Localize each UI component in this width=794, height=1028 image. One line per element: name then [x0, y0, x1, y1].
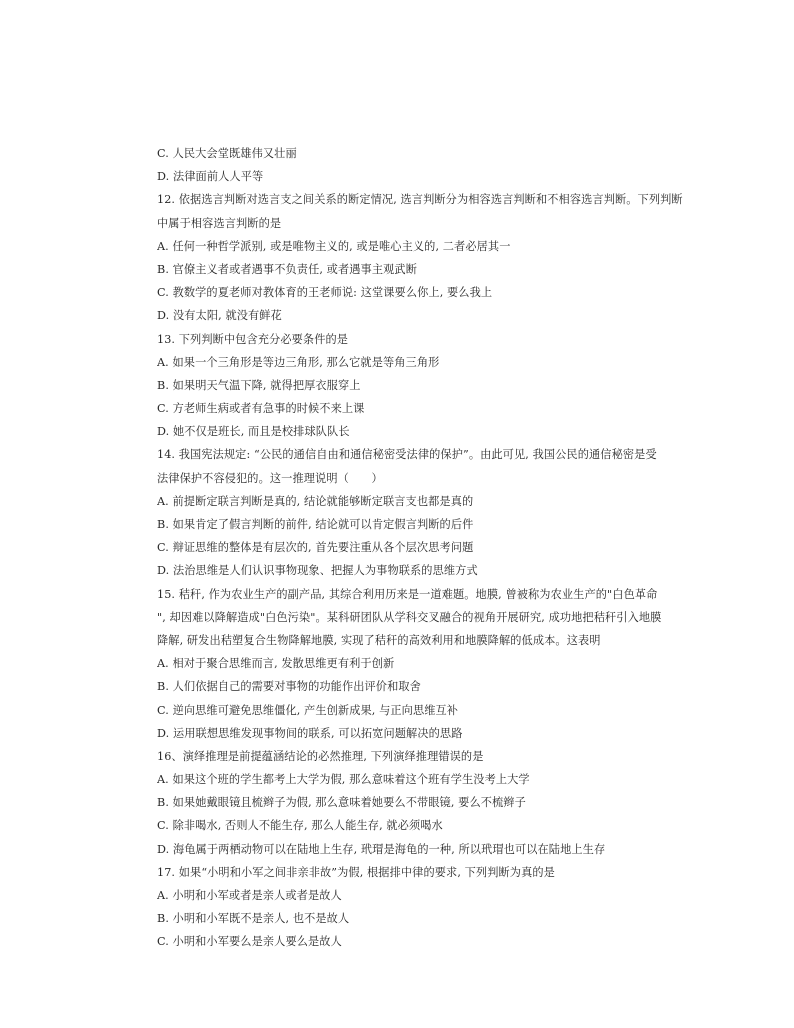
question-15-line-3: 降解, 研发出秸塑复合生物降解地膜, 实现了秸秆的高效利用和地膜降解的低成本。这表明	[157, 633, 601, 647]
option-13c: C. 方老师生病或者有急事的时候不来上课	[157, 402, 365, 416]
question-15-line-1: 15. 秸秆, 作为农业生产的副产品, 其综合利用历来是一道难题。地膜, 曾被称为农业生产的"白色革命	[157, 587, 658, 601]
option-16d: D. 海龟属于两栖动物可以在陆地上生存, 玳瑁是海龟的一种, 所以玳瑁也可以在陆地上生存	[157, 842, 606, 856]
option-12c: C. 教数学的夏老师对教体育的王老师说: 这堂课要么你上, 要么我上	[157, 286, 493, 300]
question-14-line-1: 14. 我国宪法规定: “公民的通信自由和通信秘密受法律的保护”。由此可见, 我国公民的通信秘密是受	[157, 448, 657, 462]
question-14-line-2: 法律保护不容侵犯的。这一推理说明（ ）	[157, 471, 383, 485]
option-16a: A. 如果这个班的学生都考上大学为假, 那么意味着这个班有学生没考上大学	[157, 773, 530, 787]
option-13b: B. 如果明天气温下降, 就得把厚衣服穿上	[157, 378, 361, 392]
option-16c: C. 除非喝水, 否则人不能生存, 那么人能生存, 就必须喝水	[157, 819, 443, 833]
option-14c: C. 辩证思维的整体是有层次的, 首先要注重从各个层次思考问题	[157, 541, 474, 555]
option-16b: B. 如果她戴眼镜且梳辫子为假, 那么意味着她要么不带眼镜, 要么不梳辫子	[157, 796, 526, 810]
option-17b: B. 小明和小军既不是亲人, 也不是故人	[157, 912, 350, 926]
option-11c: C. 人民大会堂既雄伟又壮丽	[157, 147, 297, 160]
question-17: 17. 如果“小明和小军之间非亲非故”为假, 根据排中律的要求, 下列判断为真的是	[157, 865, 555, 879]
option-14a: A. 前提断定联言判断是真的, 结论就能够断定联言支也都是真的	[157, 494, 474, 508]
option-17c: C. 小明和小军要么是亲人要么是故人	[157, 935, 342, 949]
question-16: 16、演绎推理是前提蕴涵结论的必然推理, 下列演绎推理错误的是	[157, 749, 484, 763]
question-12-line-1: 12. 依据选言判断对选言支之间关系的断定情况, 选言判断分为相容选言判断和不相容选言判断。下列判断	[157, 193, 683, 207]
option-15b: B. 人们依据自己的需要对事物的功能作出评价和取舍	[157, 680, 421, 694]
option-13a: A. 如果一个三角形是等边三角形, 那么它就是等角三角形	[157, 355, 440, 369]
question-13: 13. 下列判断中包含充分必要条件的是	[157, 332, 349, 346]
option-12a: A. 任何一种哲学派别, 或是唯物主义的, 或是唯心主义的, 二者必居其一	[157, 239, 511, 253]
option-15d: D. 运用联想思维发现事物间的联系, 可以拓宽问题解决的思路	[157, 726, 463, 740]
option-14b: B. 如果肯定了假言判断的前件, 结论就可以肯定假言判断的后件	[157, 518, 474, 531]
option-13d: D. 她不仅是班长, 而且是校排球队队长	[157, 425, 350, 439]
option-12d: D. 没有太阳, 就没有鲜花	[157, 309, 282, 323]
document-body	[157, 142, 717, 954]
option-15c: C. 逆向思维可避免思维僵化, 产生创新成果, 与正向思维互补	[157, 703, 459, 717]
option-11d: D. 法律面前人人平等	[157, 170, 264, 184]
option-12b: B. 官僚主义者或者遇事不负责任, 或者遇事主观武断	[157, 262, 417, 276]
option-14d: D. 法治思维是人们认识事物现象、把握人为事物联系的思维方式	[157, 564, 478, 578]
option-15a: A. 相对于聚合思维而言, 发散思维更有利于创新	[157, 657, 395, 671]
question-15-line-2: ", 却因难以降解造成"白色污染"。某科研团队从学科交叉融合的视角开展研究, 成功地把秸秆引入地膜	[157, 610, 662, 624]
option-17a: A. 小明和小军或者是亲人或者是故人	[157, 889, 342, 902]
question-12-line-2: 中属于相容选言判断的是	[157, 216, 282, 230]
